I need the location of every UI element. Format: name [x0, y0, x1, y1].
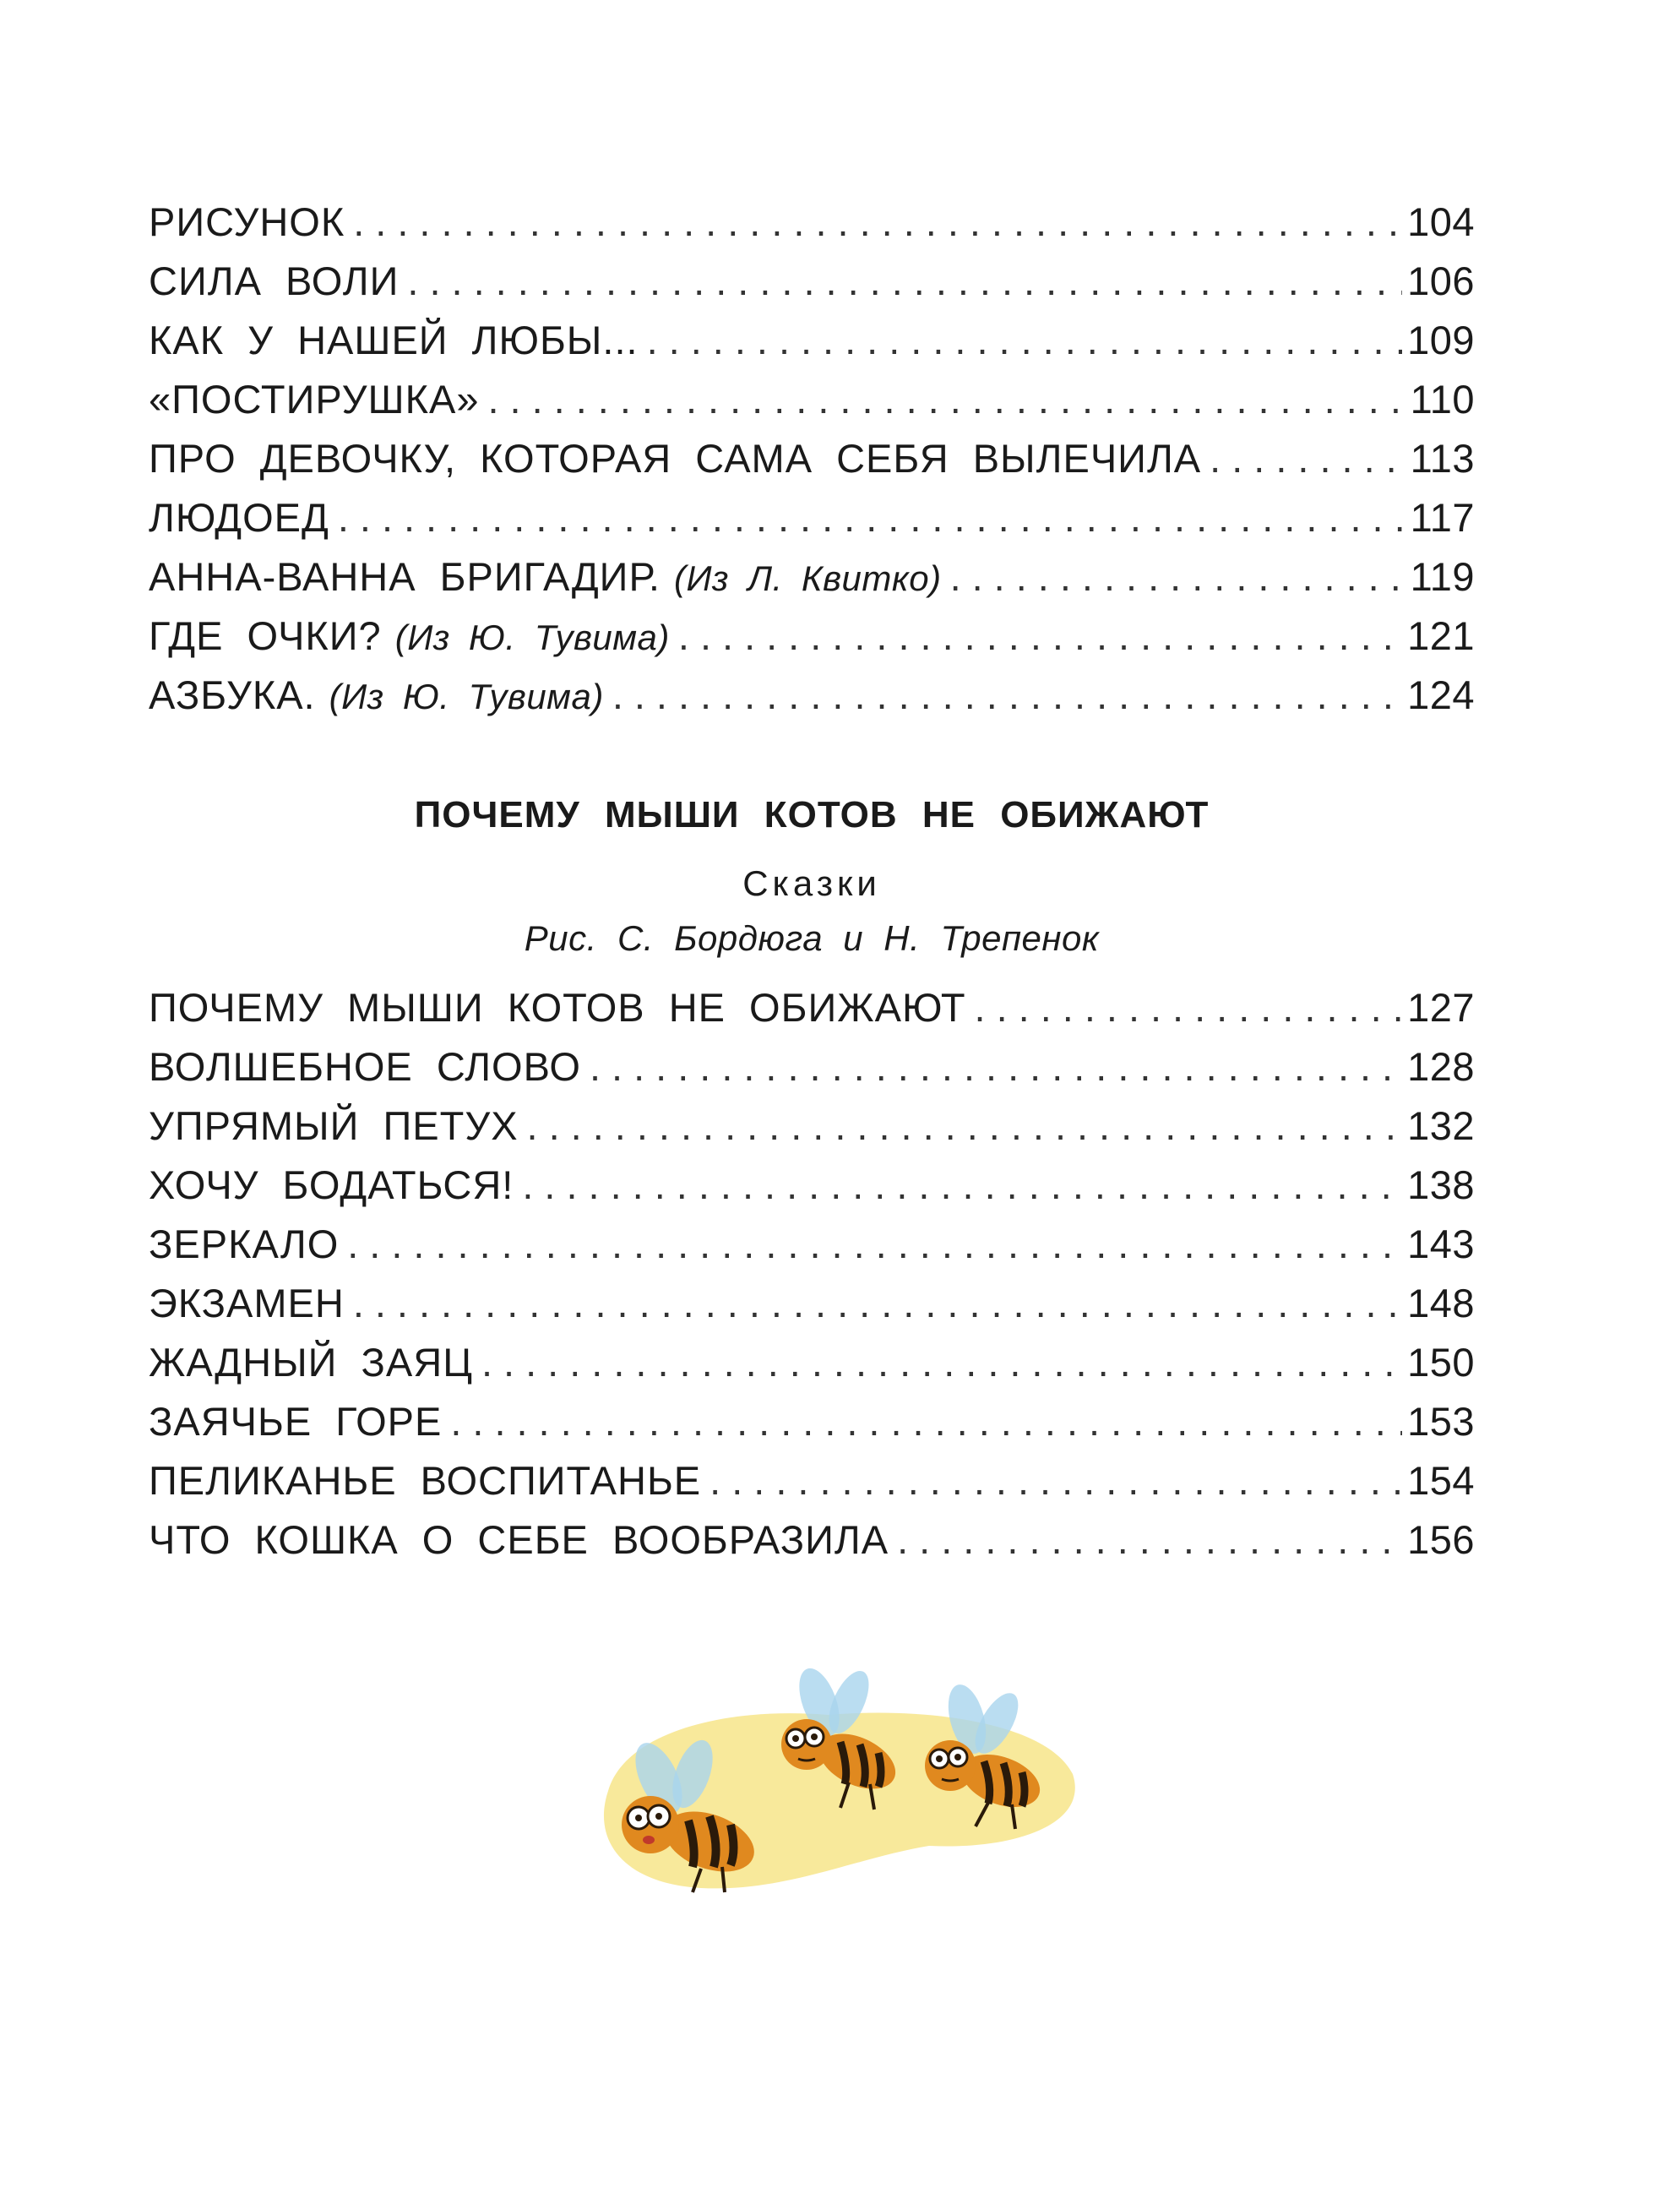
toc-entry[interactable]: [149, 494, 1475, 553]
toc-entry-page: 106: [1407, 258, 1475, 303]
toc-list-part2: [149, 984, 1475, 1575]
toc-entry-title: РИСУНОК: [149, 199, 345, 244]
toc-leader-dots: [481, 1339, 1402, 1385]
toc-entry[interactable]: [149, 317, 1475, 376]
toc-entry-page: 117: [1410, 495, 1475, 540]
toc-leader-dots: [347, 1221, 1402, 1267]
toc-entry-title: ЗЕРКАЛО: [149, 1222, 340, 1266]
toc-entry[interactable]: [149, 1457, 1475, 1516]
toc-leader-dots: [590, 1043, 1402, 1090]
toc-entry-title: ПОЧЕМУ МЫШИ КОТОВ НЕ ОБИЖАЮТ: [149, 985, 966, 1030]
toc-leader-dots: [1210, 435, 1405, 482]
toc-entry-title: ПЕЛИКАНЬЕ ВОСПИТАНЬЕ: [149, 1458, 702, 1503]
toc-leader-dots: [975, 984, 1403, 1031]
toc-entry-title: СИЛА ВОЛИ: [149, 258, 400, 303]
toc-list-part1: [149, 199, 1475, 731]
toc-leader-dots: [338, 494, 1405, 541]
toc-leader-dots: [710, 1457, 1402, 1504]
toc-entry-page: 154: [1407, 1458, 1475, 1503]
toc-leader-dots: [678, 612, 1402, 659]
toc-entry-page: 132: [1407, 1103, 1475, 1148]
toc-entry[interactable]: [149, 1043, 1475, 1102]
toc-entry-page: 110: [1410, 377, 1475, 422]
toc-leader-dots: [450, 1398, 1402, 1445]
toc-entry-page: 153: [1407, 1399, 1475, 1444]
toc-entry-page: 119: [1410, 554, 1475, 599]
toc-entry-page: 121: [1407, 613, 1475, 658]
toc-entry-title: АЗБУКА.: [149, 672, 316, 717]
toc-leader-dots: [647, 317, 1402, 363]
toc-leader-dots: [527, 1102, 1403, 1149]
toc-leader-dots: [522, 1162, 1402, 1208]
toc-entry[interactable]: [149, 1221, 1475, 1280]
toc-entry[interactable]: [149, 1280, 1475, 1339]
toc-entry[interactable]: [149, 612, 1475, 672]
toc-leader-dots: [353, 199, 1402, 245]
toc-entry[interactable]: [149, 1398, 1475, 1457]
section-title: ПОЧЕМУ МЫШИ КОТОВ НЕ ОБИЖАЮТ: [414, 794, 1210, 835]
toc-entry[interactable]: [149, 553, 1475, 612]
toc-entry-page: 104: [1407, 199, 1475, 244]
toc-entry-page: 150: [1407, 1340, 1475, 1385]
toc-entry-page: 148: [1407, 1281, 1475, 1325]
toc-entry[interactable]: [149, 258, 1475, 317]
toc-entry-page: 124: [1407, 672, 1475, 717]
toc-leader-dots: [353, 1280, 1402, 1326]
toc-leader-dots: [897, 1516, 1402, 1563]
toc-entry-page: 128: [1407, 1044, 1475, 1089]
toc-entry-source-note: (Из Л. Квитко): [674, 558, 942, 598]
toc-entry[interactable]: [149, 1102, 1475, 1162]
toc-entry-title: УПРЯМЫЙ ПЕТУХ: [149, 1103, 519, 1148]
toc-entry[interactable]: [149, 199, 1475, 258]
toc-entry-title: ЭКЗАМЕН: [149, 1281, 345, 1325]
toc-entry-page: 156: [1407, 1517, 1475, 1562]
toc-leader-dots: [487, 376, 1405, 422]
toc-entry[interactable]: [149, 984, 1475, 1043]
toc-entry-page: 143: [1407, 1222, 1475, 1266]
toc-entry-title: ВОЛШЕБНОЕ СЛОВО: [149, 1044, 581, 1089]
toc-entry[interactable]: [149, 1162, 1475, 1221]
toc-entry-title: КАК У НАШЕЙ ЛЮБЫ...: [149, 318, 639, 362]
toc-entry-title: «ПОСТИРУШКА»: [149, 377, 480, 422]
toc-entry-page: 127: [1407, 985, 1475, 1030]
toc-entry-source-note: (Из Ю. Тувима): [329, 677, 604, 716]
toc-entry-page: 113: [1410, 436, 1475, 481]
toc-entry[interactable]: [149, 435, 1475, 494]
toc-entry-title: ХОЧУ БОДАТЬСЯ!: [149, 1162, 514, 1207]
toc-leader-dots: [407, 258, 1402, 304]
toc-entry-title: ЧТО КОШКА О СЕБЕ ВООБРАЗИЛА: [149, 1517, 889, 1562]
toc-entry-title: ГДЕ ОЧКИ?: [149, 613, 382, 658]
bees-illustration: [574, 1656, 1081, 1926]
toc-entry[interactable]: [149, 672, 1475, 731]
toc-entry[interactable]: [149, 1516, 1475, 1575]
toc-entry-title: АННА-ВАННА БРИГАДИР.: [149, 554, 661, 599]
toc-entry[interactable]: [149, 376, 1475, 435]
toc-entry-title: ЛЮДОЕД: [149, 495, 329, 540]
toc-entry-title: ЖАДНЫЙ ЗАЯЦ: [149, 1340, 473, 1385]
toc-entry-page: 109: [1407, 318, 1475, 362]
section-genre: Сказки: [742, 863, 881, 903]
toc-entry-source-note: (Из Ю. Тувима): [394, 618, 670, 657]
toc-entry-title: ЗАЯЧЬЕ ГОРЕ: [149, 1399, 443, 1444]
toc-entry[interactable]: [149, 1339, 1475, 1398]
toc-leader-dots: [950, 553, 1405, 600]
toc-entry-title: ПРО ДЕВОЧКУ, КОТОРАЯ САМА СЕБЯ ВЫЛЕЧИЛА: [149, 436, 1202, 481]
toc-entry-page: 138: [1407, 1162, 1475, 1207]
toc-leader-dots: [612, 672, 1402, 718]
section-illustrator-credit: Рис. С. Бордюга и Н. Трепенок: [524, 918, 1100, 958]
